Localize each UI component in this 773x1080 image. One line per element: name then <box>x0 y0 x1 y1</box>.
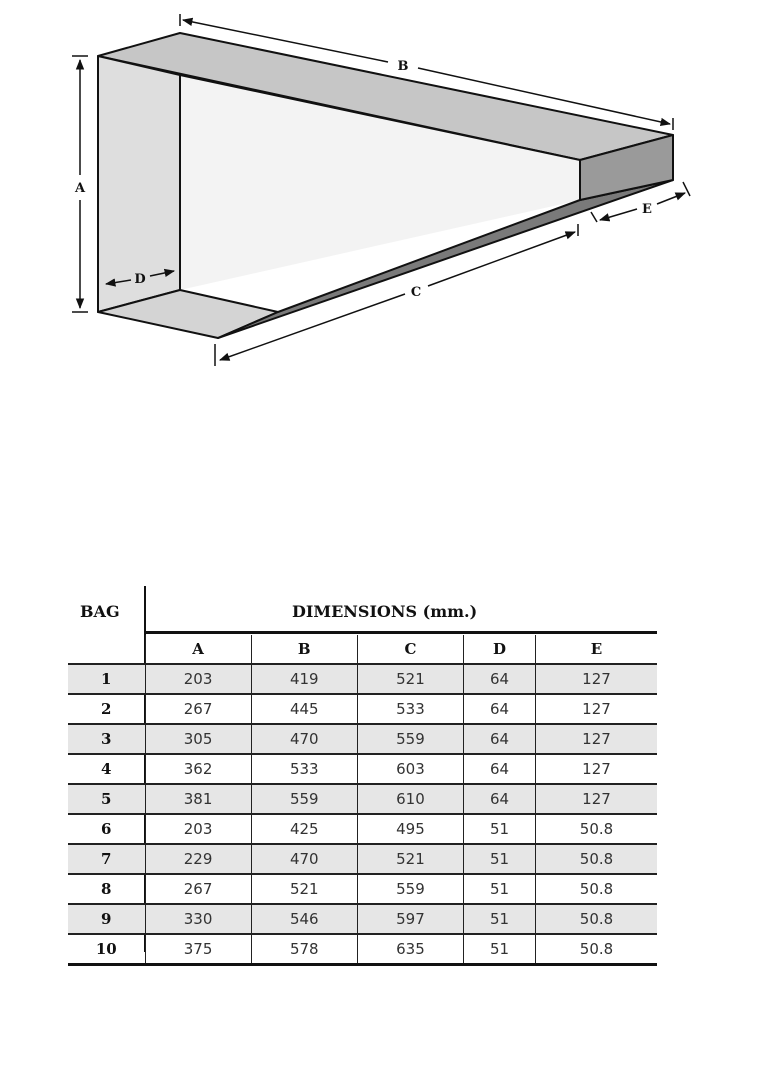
column-header-a: A <box>145 635 251 664</box>
dimension-cell-e: 127 <box>535 784 657 814</box>
dimension-cell-c: 559 <box>357 724 463 754</box>
dimension-cell-e: 127 <box>535 664 657 694</box>
dimension-cell-e: 127 <box>535 754 657 784</box>
column-header-e: E <box>535 635 657 664</box>
table-row <box>68 664 657 694</box>
dimension-cell-d: 51 <box>464 874 536 904</box>
dimension-cell-e: 50.8 <box>535 874 657 904</box>
dimension-cell-d: 64 <box>464 754 536 784</box>
bag-number-cell: 9 <box>68 904 145 934</box>
column-header-d: D <box>464 635 536 664</box>
dimension-cell-c: 521 <box>357 844 463 874</box>
dimension-a-label: A <box>74 181 86 196</box>
dimension-a <box>72 56 88 312</box>
bag-number-cell: 10 <box>68 934 145 965</box>
header-rule <box>144 631 657 634</box>
dimension-cell-b: 521 <box>251 874 357 904</box>
dimension-cell-c: 495 <box>357 814 463 844</box>
table-row <box>68 814 657 844</box>
dimension-cell-e: 127 <box>535 724 657 754</box>
dimension-cell-e: 50.8 <box>535 934 657 965</box>
dimension-cell-c: 533 <box>357 694 463 724</box>
bag-number-cell: 3 <box>68 724 145 754</box>
dimension-cell-a: 362 <box>145 754 251 784</box>
dimension-cell-a: 330 <box>145 904 251 934</box>
table-row <box>68 694 657 724</box>
dimension-cell-b: 425 <box>251 814 357 844</box>
dimension-cell-a: 305 <box>145 724 251 754</box>
column-header-row <box>68 635 657 664</box>
dimension-cell-d: 51 <box>464 814 536 844</box>
bag-number-cell: 8 <box>68 874 145 904</box>
dimension-cell-b: 559 <box>251 784 357 814</box>
dimension-cell-b: 419 <box>251 664 357 694</box>
dimension-b-label: B <box>397 59 409 74</box>
dimension-cell-b: 470 <box>251 724 357 754</box>
table-row <box>68 874 657 904</box>
dimension-cell-c: 521 <box>357 664 463 694</box>
dimension-cell-c: 610 <box>357 784 463 814</box>
dimension-cell-d: 64 <box>464 694 536 724</box>
table-row <box>68 934 657 965</box>
dimension-cell-d: 51 <box>464 934 536 965</box>
dimension-cell-d: 64 <box>464 664 536 694</box>
table-row <box>68 784 657 814</box>
dimension-cell-d: 51 <box>464 904 536 934</box>
bag-dimension-diagram <box>0 0 773 380</box>
dimension-cell-d: 64 <box>464 724 536 754</box>
dimension-e-label: E <box>642 202 652 217</box>
bag-number-cell: 5 <box>68 784 145 814</box>
table-row <box>68 844 657 874</box>
dimension-cell-e: 50.8 <box>535 814 657 844</box>
table-row <box>68 904 657 934</box>
dimensions-header: DIMENSIONS (mm.) <box>292 602 478 621</box>
dimension-c-label: C <box>410 285 422 300</box>
table-row <box>68 754 657 784</box>
dimension-cell-a: 381 <box>145 784 251 814</box>
dimension-cell-c: 635 <box>357 934 463 965</box>
column-header-c: C <box>357 635 463 664</box>
bag-header: BAG <box>80 602 120 621</box>
dimension-cell-b: 470 <box>251 844 357 874</box>
bag-number-cell: 6 <box>68 814 145 844</box>
dimension-cell-e: 50.8 <box>535 904 657 934</box>
dimension-cell-d: 51 <box>464 844 536 874</box>
dimension-cell-b: 546 <box>251 904 357 934</box>
dimension-cell-b: 578 <box>251 934 357 965</box>
dimension-cell-a: 229 <box>145 844 251 874</box>
bag-number-cell: 2 <box>68 694 145 724</box>
dimension-cell-a: 203 <box>145 814 251 844</box>
dimension-cell-a: 203 <box>145 664 251 694</box>
bag-number-cell: 1 <box>68 664 145 694</box>
bag-number-cell: 7 <box>68 844 145 874</box>
dimension-cell-b: 445 <box>251 694 357 724</box>
table-body <box>68 664 657 965</box>
table-row <box>68 724 657 754</box>
dimension-cell-e: 127 <box>535 694 657 724</box>
dimension-cell-d: 64 <box>464 784 536 814</box>
dimension-cell-e: 50.8 <box>535 844 657 874</box>
column-header-bag <box>68 635 145 664</box>
dimension-cell-b: 533 <box>251 754 357 784</box>
dimension-cell-c: 559 <box>357 874 463 904</box>
dimensions-table <box>68 635 657 966</box>
bag-outline <box>98 33 673 338</box>
dimension-cell-c: 597 <box>357 904 463 934</box>
dimension-cell-c: 603 <box>357 754 463 784</box>
dimension-cell-a: 267 <box>145 874 251 904</box>
bag-number-cell: 4 <box>68 754 145 784</box>
dimension-cell-a: 375 <box>145 934 251 965</box>
dimension-d-label: D <box>134 272 146 287</box>
column-header-b: B <box>251 635 357 664</box>
dimension-cell-a: 267 <box>145 694 251 724</box>
